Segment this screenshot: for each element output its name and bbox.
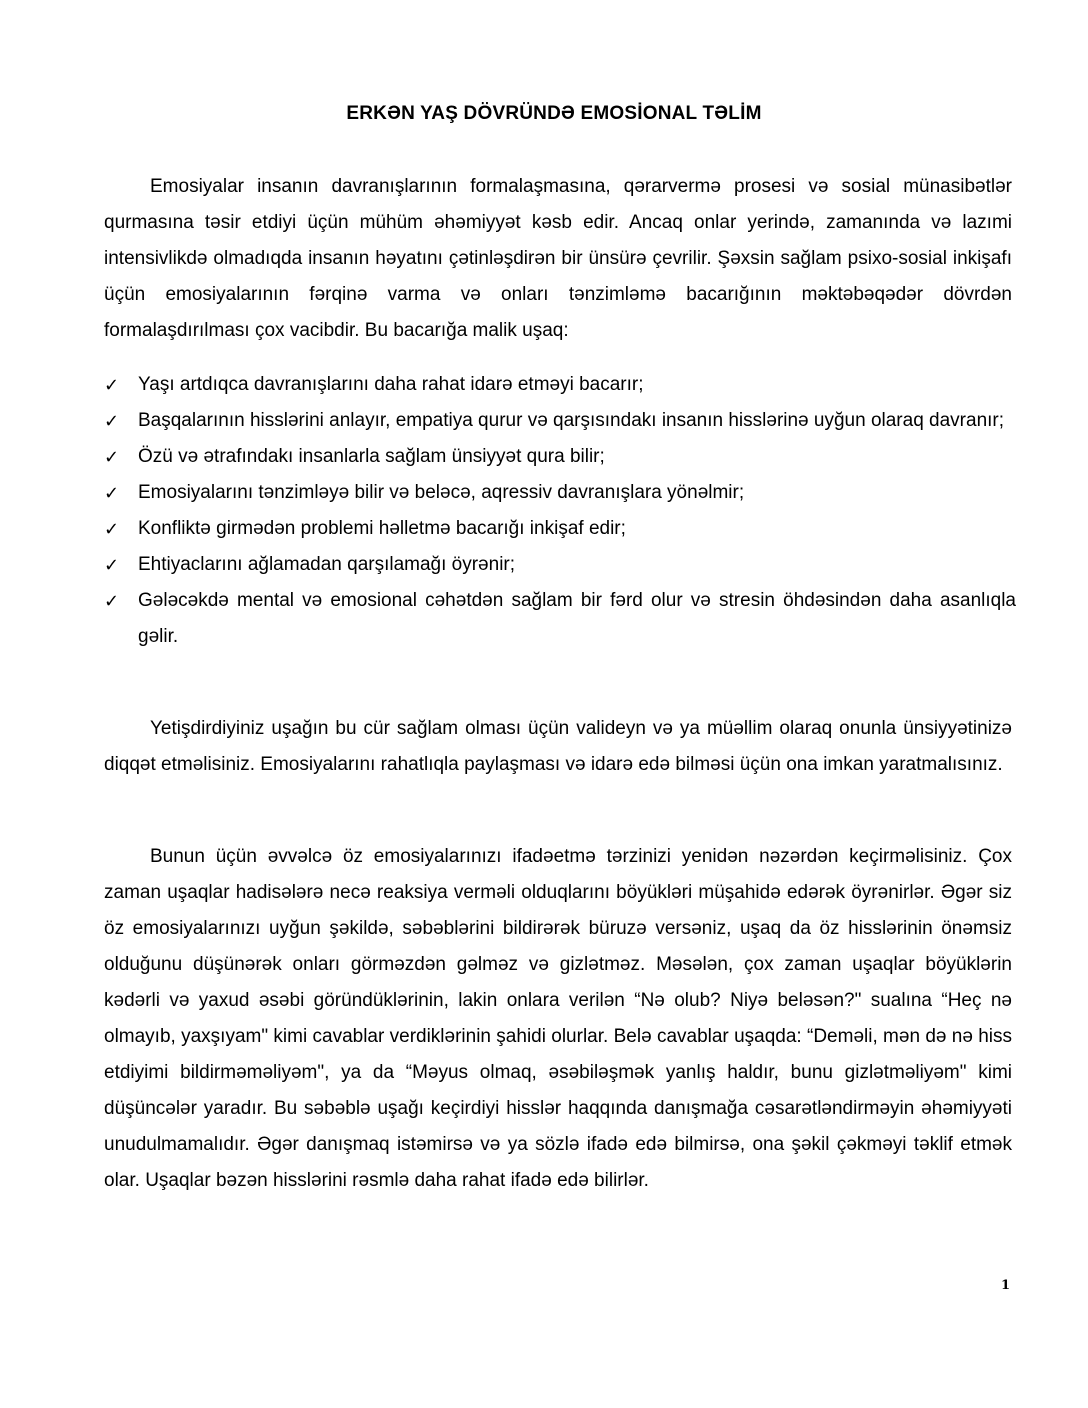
checklist-item-text: Yaşı artdıqca davranışlarını daha rahat idarə etməyi bacarır;	[138, 374, 644, 395]
check-mark-icon: ✓	[104, 591, 120, 611]
checklist-item	[104, 583, 1016, 655]
skills-checklist	[104, 367, 1016, 655]
intro-paragraph: Emosiyalar insanın davranışlarının formalaşmasına, qərarvermə prosesi və sosial münasibətlər qurmasına təsir etdiyi üçün mühüm əhəmiyyət kəsb edir. Ancaq onlar yerində, zamanında və lazımi intensivlikdə olmadıqda insanın həyatını çətinləşdirən bir ünsürə çevrilir. Şəxsin sağlam psixo-sosial inkişafı üçün emosiyalarının fərqinə varma və onları tənzimləmə bacarığının məktəbəqədər dövrdən formalaşdırılması çox vacibdir. Bu bacarığa malik uşaq:	[104, 176, 1012, 341]
expression-paragraph: Bunun üçün əvvəlcə öz emosiyalarınızı ifadəetmə tərzinizi yenidən nəzərdən keçirməlisiniz. Çox zaman uşaqlar hadisələrə necə reaksiya verməli olduqlarını böyükləri müşahidə edərək öyrənirlər. Əgər siz öz emosiyalarınızı uyğun şəkildə, səbəblərini bildirərək büruzə versəniz, uşaq da öz hisslərinin önəmsiz olduğunu düşünərək onları görməzdən gəlməz və gizlətməz. Məsələn, çox zaman uşaqlar böyüklərin kədərli və yaxud əsəbi göründüklərinin, lakin onlara verilən “Nə olub? Niyə beləsən?" sualına “Heç nə olmayıb, yaxşıyam" kimi cavablar verdiklərinin şahidi olurlar. Belə cavablar uşaqda: “Deməli, mən də nə hiss etdiyimi bildirməməliyəm", ya da “Məyus olmaq, əsəbiləşmək yanlış haldır, bunu gizlətməliyəm" kimi düşüncələr yaradır. Bu səbəblə uşağı keçirdiyi hisslər haqqında danışmağa cəsarətləndirməyin əhəmiyyəti unudulmamalıdır. Əgər danışmaq istəmirsə və ya sözlə ifadə edə bilmirsə, ona şəkil çəkməyi təklif etmək olar. Uşaqlar bəzən hisslərini rəsmlə daha rahat ifadə edə bilirlər.	[104, 846, 1012, 1191]
check-mark-icon: ✓	[104, 483, 120, 503]
check-mark-icon: ✓	[104, 555, 120, 575]
checklist-item	[104, 439, 1016, 475]
check-mark-icon: ✓	[104, 375, 120, 395]
checklist-item-text: Konfliktə girmədən problemi həlletmə bacarığı inkişaf edir;	[138, 518, 626, 539]
checklist-item	[104, 547, 1016, 583]
check-mark-icon: ✓	[104, 519, 120, 539]
check-mark-icon: ✓	[104, 447, 120, 467]
checklist-item	[104, 367, 1016, 403]
document-title: ERKƏN YAŞ DÖVRÜNDƏ EMOSİONAL TƏLİM	[346, 103, 762, 124]
checklist-item-text: Emosiyalarını tənzimləyə bilir və beləcə, aqressiv davranışlara yönəlmir;	[138, 482, 745, 503]
checklist-item-text: Ehtiyaclarını ağlamadan qarşılamağı öyrənir;	[138, 554, 516, 575]
checklist-item	[104, 511, 1016, 547]
page-number: 1	[1001, 1278, 1011, 1293]
checklist-item-text: Gələcəkdə mental və emosional cəhətdən sağlam bir fərd olur və stresin öhdəsindən daha asanlıqla gəlir.	[138, 590, 1016, 647]
check-mark-icon: ✓	[104, 411, 120, 431]
checklist-item	[104, 403, 1016, 439]
checklist-item-text: Özü və ətrafındakı insanlarla sağlam ünsiyyət qura bilir;	[138, 446, 605, 467]
checklist-item-text: Başqalarının hisslərini anlayır, empatiya qurur və qarşısındakı insanın hisslərinə uyğun olaraq davranır;	[138, 410, 1005, 431]
checklist-item	[104, 475, 1016, 511]
parent-advice-paragraph: Yetişdirdiyiniz uşağın bu cür sağlam olması üçün valideyn və ya müəllim olaraq onunla ünsiyyətinizə diqqət etməlisiniz. Emosiyalarını rahatlıqla paylaşması və idarə edə bilməsi üçün ona imkan yaratmalısınız.	[104, 718, 1012, 775]
